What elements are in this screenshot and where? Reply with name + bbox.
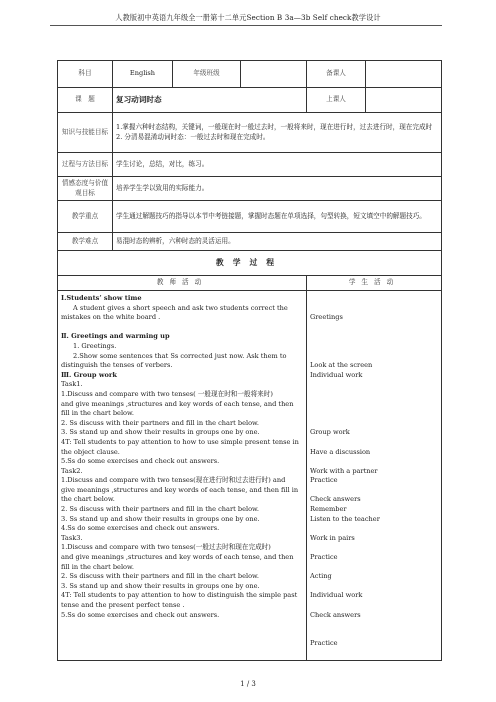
teacher-line: Ⅰ.Students’ show time [61, 294, 142, 302]
teacher-line: fill in the chart below. [61, 562, 134, 571]
teacher-line: and give meanings ,structures and key words of each tense, and then [61, 553, 294, 562]
student-line [310, 457, 438, 467]
student-line [310, 323, 438, 333]
class-value [241, 61, 307, 88]
teacher-line: 3. Ss stand up and show their results in groups one by one. [61, 581, 260, 590]
student-line: Listen to the teacher [310, 514, 380, 523]
teacher-line: 4T: Tell students to pay attention to how to distinguish the simple past [61, 591, 298, 600]
emotion-label: 情感态度与价值观目标 [58, 177, 113, 201]
student-line: Acting [310, 572, 332, 581]
student-line [310, 582, 438, 592]
student-line [310, 486, 438, 496]
topic-teacher-value [366, 88, 442, 113]
method-label: 过程与方法目标 [58, 153, 113, 177]
student-line [310, 563, 438, 573]
teacher-label: 备课人 [307, 61, 366, 88]
teacher-line: 3. Ss stand up and show their results in groups one by one. [61, 514, 260, 523]
teacher-line: 5.Ss do some exercises and check out answers. [61, 610, 220, 619]
student-line: Practice [310, 476, 338, 485]
teacher-line: mistakes on the white board . [61, 313, 161, 322]
student-line [310, 419, 438, 429]
student-line [310, 400, 438, 410]
student-line: Look at the screen [310, 361, 373, 370]
teacher-activity-cell [58, 291, 307, 661]
teacher-line: 2. Ss discuss with their partners and fill in the chart below. [61, 418, 260, 427]
student-line [310, 630, 438, 640]
teacher-activity-header: 教师活动 [58, 276, 307, 291]
teacher-line: 2. Ss discuss with their partners and fill in the chart below. [61, 572, 260, 581]
teacher-line: Ⅱ. Greetings and warming up [61, 332, 170, 341]
subject-label: 科目 [58, 61, 113, 88]
student-line: Individual work [310, 591, 363, 600]
student-activity-lines [310, 294, 438, 649]
student-line [310, 438, 438, 448]
teacher-line: tense and the present perfect tense . [61, 601, 185, 609]
student-line: Work in pairs [310, 533, 355, 542]
teacher-activity-lines [61, 294, 303, 620]
key-label: 教学重点 [58, 201, 113, 233]
teacher-line: 2.Show some sentences that Ss corrected just now. Ask them to [73, 351, 287, 360]
student-line [310, 342, 438, 352]
teacher-line: 2. Ss discuss with their partners and fill in the chart below. [61, 505, 260, 514]
key-value: 学生通过解题技巧的指导以本节中考链接题，掌握时态题在单项选择，句型转换，短文填空中的解题技巧。 [113, 201, 442, 233]
goals-label: 知识与技能目标 [58, 113, 113, 153]
topic-value: 复习动词时态 [113, 88, 307, 113]
student-line [310, 380, 438, 390]
teacher-line: the object clause. [61, 447, 120, 456]
student-line: Work with a partner [310, 466, 378, 475]
teacher-line: 1.Discuss and compare with two tenses(一般过去时和现在完成时) [61, 543, 271, 552]
teacher-line: 4.Ss do some exercises and check out answers. [61, 524, 220, 533]
student-line [310, 352, 438, 362]
teacher-line: 4T: Tell students to pay attention to how to use simple present tense in [61, 437, 299, 446]
student-line [310, 620, 438, 630]
teacher-line: A student gives a short speech and ask two students correct the [73, 303, 288, 312]
class-label: 年级班级 [173, 61, 241, 88]
page-header: 人教版初中英语九年级全一册第十二单元Section B 3a—3b Self check教学设计 [115, 13, 381, 22]
student-line: Greetings [310, 313, 343, 322]
student-line [310, 332, 438, 342]
page-number: 1 / 3 [240, 680, 256, 688]
student-line: Practice [310, 553, 338, 562]
topic-label: 课 题 [58, 88, 113, 113]
teacher-line: and give meanings ,structures and key words of each tense, and then [61, 399, 294, 408]
subject-value: English [113, 61, 173, 88]
teacher-line: 3. Ss stand up and show their results in groups one by one. [61, 428, 260, 437]
emotion-value: 培养学生学以致用的实际能力。 [113, 177, 442, 201]
student-line [310, 601, 438, 611]
difficulty-label: 教学难点 [58, 233, 113, 251]
student-line: Check answers [310, 495, 361, 504]
method-value: 学生讨论，总结，对比，练习。 [113, 153, 442, 177]
teacher-line: Task3. [61, 533, 83, 542]
teacher-line: 1. Greetings. [73, 341, 117, 350]
teacher-line: 1.Discuss and compare with two tenses( 一般现在时和一般将来时) [61, 389, 273, 398]
header-divider [50, 25, 442, 26]
teacher-value [366, 61, 442, 88]
student-line: Have a discussion [310, 447, 371, 456]
student-line [310, 390, 438, 400]
student-line [310, 524, 438, 534]
student-activity-cell [307, 291, 442, 661]
teacher-line: fill in the chart below. [61, 409, 134, 418]
student-line [310, 294, 438, 304]
teacher-line: Task1. [61, 380, 83, 389]
topic-teacher-label: 上课人 [307, 88, 366, 113]
student-line [310, 409, 438, 419]
teacher-line: the chart below. [61, 495, 115, 504]
student-line: Check answers [310, 610, 361, 619]
lesson-plan-table [57, 60, 442, 661]
goals-line-1: 1.掌握六种时态结构，关键词，一般现在时一般过去时，一般将来时，现在进行时，过去进行时，现在完成时 [116, 123, 433, 132]
goals-content [113, 113, 442, 153]
teacher-line: Ⅲ. Group work [61, 370, 117, 379]
student-line: Group work [310, 428, 350, 437]
process-title: 教学过程 [58, 251, 442, 276]
student-line: Individual work [310, 370, 363, 379]
student-line [310, 543, 438, 553]
teacher-line: Task2. [61, 466, 83, 475]
student-line [310, 304, 438, 314]
student-line: Remember [310, 505, 347, 514]
teacher-line: distinguish the tenses of verbers. [61, 361, 173, 370]
teacher-line [61, 323, 303, 333]
teacher-line: 5.Ss do some exercises and check out answers. [61, 457, 220, 466]
goals-line-2: 2. 分清易混淆动词时态：一般过去时和现在完成时。 [116, 132, 270, 141]
difficulty-value: 易混时态的辨析，六种时态的灵活运用。 [113, 233, 442, 251]
teacher-line: give meanings ,structures and key words of each tense, and then fill in [61, 485, 299, 494]
student-line: Practice [310, 639, 338, 648]
teacher-line: 1.Discuss and compare with two tenses(现在进行时和过去进行时) and [61, 476, 286, 485]
student-activity-header: 学生活动 [307, 276, 442, 291]
